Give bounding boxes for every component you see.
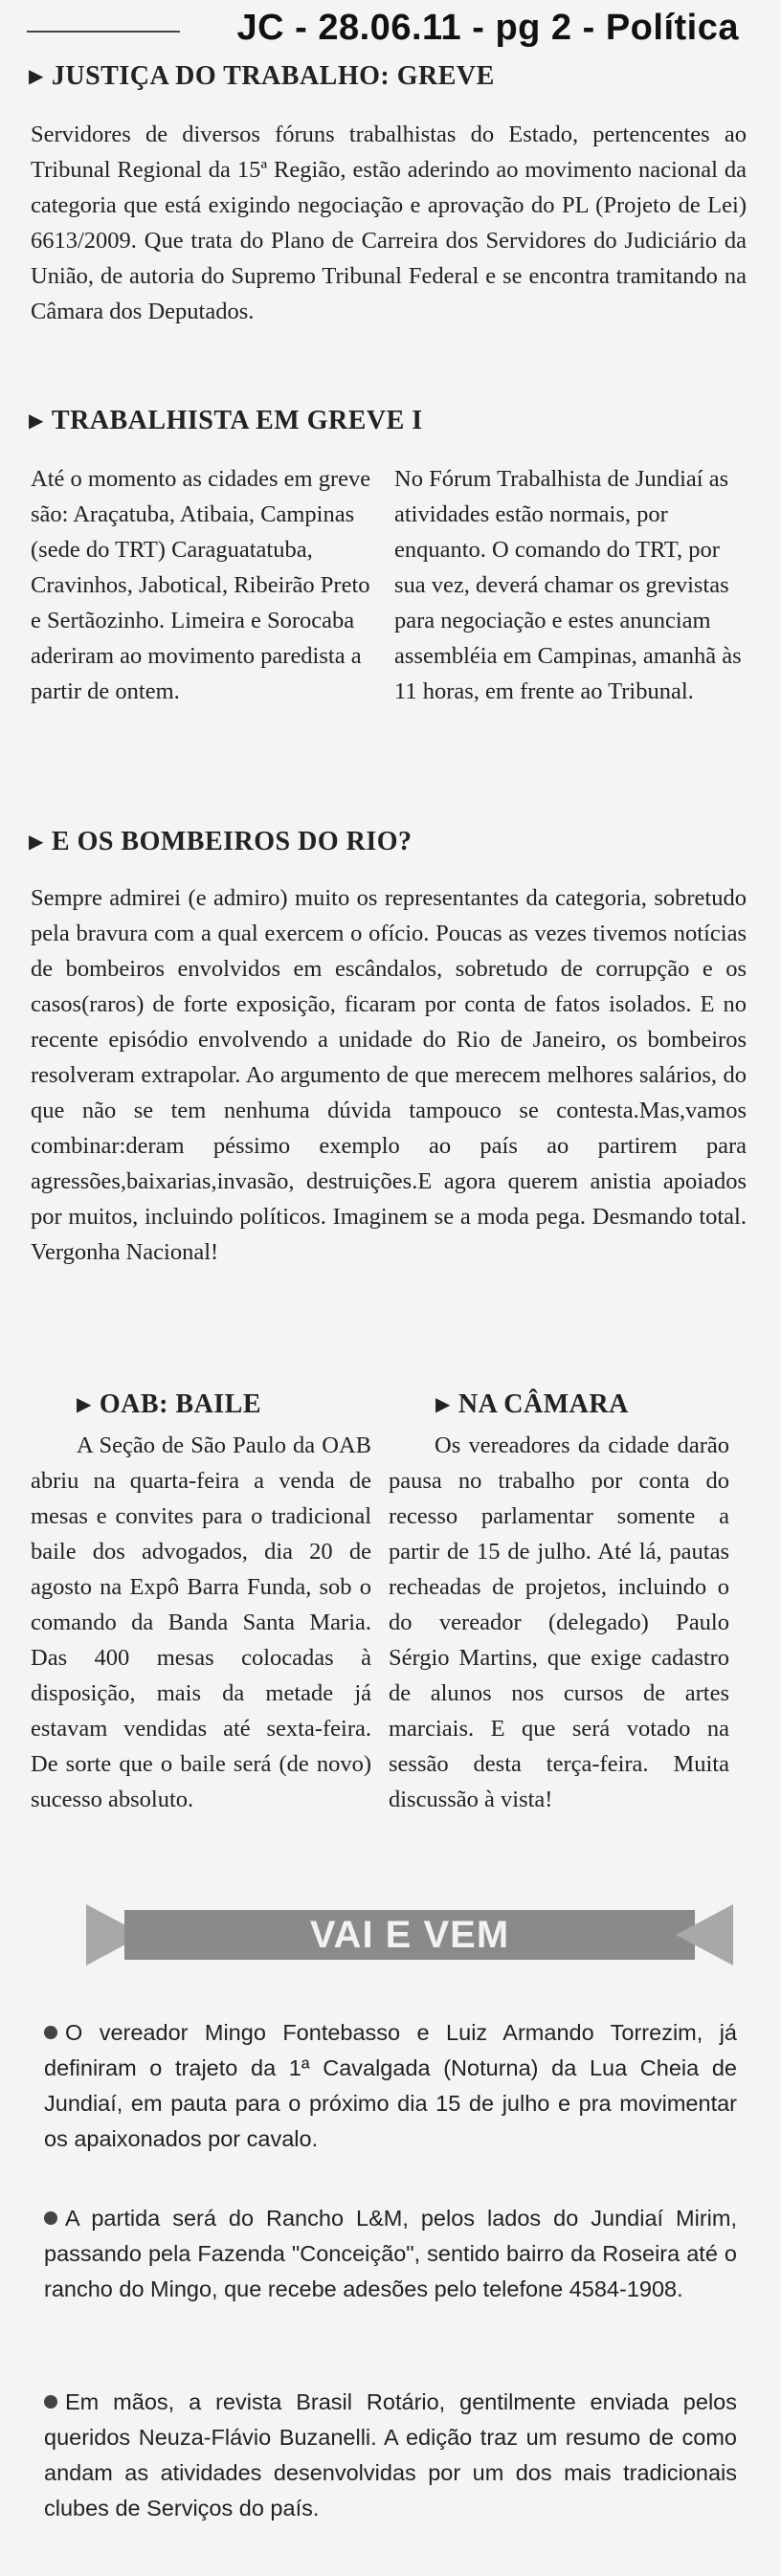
section-title-camara (435, 1389, 629, 1420)
article-bombeiros: Sempre admirei (e admiro) muito os representantes da categoria, sobretudo pela bravura com a qual exercem o ofício. Poucas as vezes tivemos notícias de bombeiros envolvidos em escândalos, sobretudo de corrupção e os casos(raros) de forte exposição, ficaram por conta de fatos isolados. E no recente episódio envolvendo a unidade do Rio de Janeiro, os bombeiros resolveram extrapolar. Ao argumento de que merecem melhores salários, do que não se tem nenhuma dúvida tampouco se contesta.Mas,vamos combinar:deram péssimo exemplo ao país ao partirem para agressões,baixarias,invasão, destruições.E agora querem anistia apoiados por muitos, incluindo políticos. Imaginem se a moda pega. Desmando total. Vergonha Nacional! (31, 885, 747, 1265)
page-header (0, 0, 781, 57)
section-title-text: JUSTIÇA DO TRABALHO: GREVE (51, 61, 495, 91)
article-oab: A Seção de São Paulo da OAB abriu na quarta-feira a venda de mesas e convites para o tradicional baile dos advogados, dia 20 de agosto na Expô Barra Funda, sob o comando da Banda Santa Maria. Das 400 mesas colocadas à disposição, mais da metade já estavam vendidas até sexta-feira. De sorte que o baile será (de novo) sucesso absoluto. (31, 1432, 371, 1812)
vai-e-vem-item-text: A partida será do Rancho L&M, pelos lados do Jundiaí Mirim, passando pela Fazenda "Conceição", sentido bairro da Roseira até o rancho do Mingo, que recebe adesões pelo telefone 4584-1908. (44, 2206, 737, 2301)
section-title-text: E OS BOMBEIROS DO RIO? (51, 827, 413, 856)
article-justica: Servidores de diversos fóruns trabalhistas do Estado, pertencentes ao Tribunal Regional da 15ª Região, estão aderindo ao movimento nacional da categoria que está exigindo negociação e aprovação do PL (Projeto de Lei) 6613/2009. Que trata do Plano de Carreira dos Servidores do Judiciário da União, de autoria do Supremo Tribunal Federal e se encontra tramitando na Câmara dos Deputados. (31, 122, 747, 324)
triangle-bullet-icon: ▶ (29, 66, 44, 87)
vai-e-vem-item (44, 2015, 737, 2157)
triangle-bullet-icon: ▶ (435, 1394, 451, 1415)
article-camara: Os vereadores da cidade darão pausa no trabalho por conta do recesso parlamentar somente a partir de 15 de julho. Até lá, pautas recheadas de projetos, incluindo o do vereador (delegado) Paulo Sérgio Martins, que exige cadastro de alunos nos cursos de artes marciais. E que será votado na sessão desta terça-feira. Muita discussão à vista! (389, 1432, 729, 1812)
section-title-justica (29, 61, 495, 92)
vai-e-vem-item (44, 2201, 737, 2307)
bullet-icon (44, 2026, 57, 2039)
triangle-bullet-icon: ▶ (29, 411, 44, 432)
vai-e-vem-item-text: O vereador Mingo Fontebasso e Luiz Armando Torrezim, já definiram o trajeto da 1ª Cavalgada (Noturna) da Lua Cheia de Jundiaí, em pauta para o próximo dia 15 de julho e pra movimentar os apaixonados por cavalo. (44, 2020, 737, 2151)
header-rule (27, 31, 180, 33)
triangle-bullet-icon: ▶ (77, 1394, 92, 1415)
bullet-icon (44, 2211, 57, 2225)
section-title-bombeiros (29, 827, 413, 857)
triangle-bullet-icon: ▶ (29, 832, 44, 853)
bullet-icon (44, 2395, 57, 2409)
section-title-text: OAB: BAILE (99, 1389, 262, 1419)
article-trabalhista-col2: No Fórum Trabalhista de Jundiaí as atividades estão normais, por enquanto. O comando do TRT, por sua vez, deverá chamar os grevistas para negociação e estes anunciam assembléia em Campinas, amanhã às 11 horas, em frente ao Tribunal. (394, 466, 742, 704)
vai-e-vem-item-text: Em mãos, a revista Brasil Rotário, gentilmente enviada pelos queridos Neuza-Flávio Buzanelli. A edição traz um resumo de como andam as atividades desenvolvidas por um dos mais tradicionais clubes de Serviços do país. (44, 2389, 737, 2520)
section-title-oab (77, 1389, 261, 1420)
vai-e-vem-banner (86, 1904, 733, 1965)
article-trabalhista-col1: Até o momento as cidades em greve são: Araçatuba, Atibaia, Campinas (sede do TRT) Caraguatatuba, Cravinhos, Jabotical, Ribeirão Preto e Sertãozinho. Limeira e Sorocaba aderiram ao movimento paredista a partir de ontem. (31, 466, 371, 704)
banner-label: VAI E VEM (309, 1914, 510, 1956)
section-title-text: TRABALHISTA EM GREVE I (51, 406, 423, 435)
section-title-trabalhista (29, 406, 423, 436)
vai-e-vem-item (44, 2385, 737, 2526)
section-title-text: NA CÂMARA (457, 1389, 629, 1419)
header-title: JC - 28.06.11 - pg 2 - Política (236, 8, 739, 48)
